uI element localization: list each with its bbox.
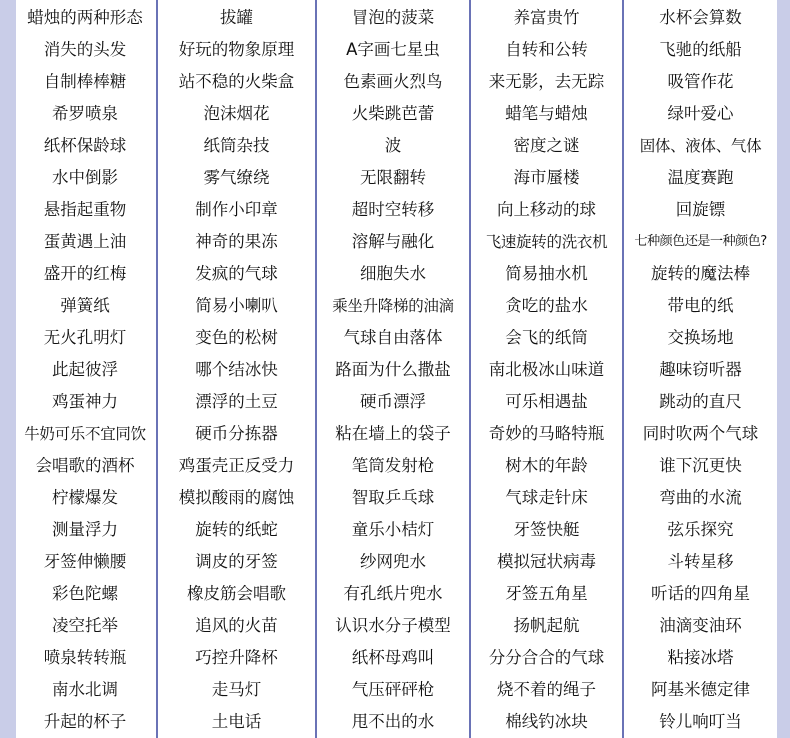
experiment-name: 回旋镖 — [675, 200, 726, 219]
experiment-name: 飞速旋转的洗衣机 — [485, 233, 608, 251]
experiment-name: 哪个结冰快 — [195, 360, 278, 379]
experiment-name: 牙签伸懒腰 — [43, 552, 127, 571]
experiment-name: 水杯会算数 — [659, 8, 742, 27]
experiment-name: 固体、液体、气体 — [639, 137, 762, 155]
experiment-name: 吸管作花 — [667, 72, 734, 91]
experiment-name: 蜡烛的两种形态 — [27, 8, 143, 27]
experiment-name: 气球自由落体 — [343, 328, 443, 347]
experiment-list-sheet — [16, 0, 777, 738]
experiment-name: 模拟酸雨的腐蚀 — [178, 488, 295, 507]
experiment-name: 蜡笔与蜡烛 — [505, 104, 588, 123]
experiment-name: 希罗喷泉 — [52, 104, 118, 123]
experiment-name: 火柴跳芭蕾 — [351, 104, 435, 123]
experiment-column-1 — [16, 0, 158, 738]
experiment-name: 测量浮力 — [52, 520, 118, 539]
experiment-name: 七种颜色还是一种颜色? — [634, 234, 767, 249]
experiment-name: 无火孔明灯 — [43, 328, 127, 347]
experiment-name: 凌空托举 — [52, 616, 118, 635]
experiment-name: 有孔纸片兜水 — [343, 584, 443, 603]
experiment-name: 童乐小桔灯 — [351, 520, 435, 539]
experiment-name: 无限翻转 — [360, 168, 426, 187]
experiment-name: 波 — [384, 136, 402, 155]
experiment-name: 旋转的魔法棒 — [651, 264, 750, 283]
experiment-name: 气压砰砰枪 — [351, 680, 435, 699]
experiment-name: 牛奶可乐不宜同饮 — [24, 425, 146, 443]
experiment-name: 纸杯母鸡叫 — [351, 648, 435, 667]
experiment-column-2 — [158, 0, 317, 738]
experiment-name: 神奇的果冻 — [195, 232, 278, 251]
experiment-name: 铃儿响叮当 — [659, 712, 742, 731]
experiment-name: 雾气缭绕 — [203, 168, 270, 187]
experiment-name: 变色的松树 — [195, 328, 278, 347]
experiment-name: 带电的纸 — [667, 296, 734, 315]
experiment-name: 贪吃的盐水 — [505, 296, 588, 315]
experiment-name: 可乐相遇盐 — [505, 392, 588, 411]
experiment-name: 向上移动的球 — [497, 200, 596, 219]
experiment-name: 旋转的纸蛇 — [195, 520, 278, 539]
experiment-name: 溶解与融化 — [351, 232, 435, 251]
experiment-name: 会飞的纸筒 — [505, 328, 588, 347]
experiment-name: 蛋黄遇上油 — [43, 232, 127, 251]
experiment-name: 分分合合的气球 — [488, 648, 605, 667]
experiment-name: 智取乒乓球 — [351, 488, 435, 507]
experiment-name: 来无影，去无踪 — [488, 72, 605, 91]
experiment-name: 笔筒发射枪 — [351, 456, 435, 475]
experiment-name: 鸡蛋神力 — [52, 392, 118, 411]
experiment-name: 发疯的气球 — [195, 264, 278, 283]
experiment-name: 简易小喇叭 — [195, 296, 278, 315]
experiment-name: 细胞失水 — [360, 264, 426, 283]
experiment-column-3 — [317, 0, 471, 738]
experiment-name: A字画七星虫 — [346, 40, 440, 59]
experiment-name: 弯曲的水流 — [659, 488, 742, 507]
experiment-name: 奇妙的马略特瓶 — [488, 424, 605, 443]
experiment-name: 牙签快艇 — [513, 520, 580, 539]
experiment-name: 会唱歌的酒杯 — [35, 456, 135, 475]
experiment-name: 纱网兜水 — [360, 552, 426, 571]
experiment-name: 南水北调 — [52, 680, 118, 699]
experiment-column-5 — [624, 0, 777, 738]
experiment-name: 色素画火烈鸟 — [343, 72, 443, 91]
experiment-name: 站不稳的火柴盒 — [178, 72, 295, 91]
experiment-name: 飞驰的纸船 — [659, 40, 742, 59]
experiment-name: 冒泡的菠菜 — [351, 8, 435, 27]
experiment-name: 乘坐升降梯的油滴 — [332, 297, 454, 315]
experiment-name: 认识水分子模型 — [335, 616, 451, 635]
experiment-name: 密度之谜 — [513, 136, 580, 155]
experiment-name: 牙签五角星 — [505, 584, 588, 603]
experiment-name: 谁下沉更快 — [659, 456, 742, 475]
experiment-name: 柠檬爆发 — [52, 488, 118, 507]
experiment-name: 扬帆起航 — [513, 616, 580, 635]
experiment-name: 弹簧纸 — [60, 296, 110, 315]
experiment-name: 彩色陀螺 — [52, 584, 118, 603]
experiment-name: 水中倒影 — [52, 168, 118, 187]
experiment-name: 巧控升降杯 — [195, 648, 278, 667]
experiment-name: 漂浮的土豆 — [195, 392, 278, 411]
experiment-name: 温度赛跑 — [667, 168, 734, 187]
experiment-name: 拔罐 — [220, 8, 253, 27]
experiment-name: 走马灯 — [211, 680, 262, 699]
experiment-name: 路面为什么撒盐 — [335, 360, 451, 379]
experiment-name: 趣味窃听器 — [659, 360, 742, 379]
experiment-name: 气球走针床 — [505, 488, 588, 507]
experiment-name: 鸡蛋壳正反受力 — [178, 456, 295, 475]
experiment-name: 树木的年龄 — [505, 456, 588, 475]
experiment-name: 自制棒棒糖 — [43, 72, 127, 91]
experiment-name: 硬币漂浮 — [360, 392, 426, 411]
experiment-name: 追风的火苗 — [195, 616, 278, 635]
experiment-name: 好玩的物象原理 — [178, 40, 295, 59]
experiment-name: 土电话 — [211, 712, 262, 731]
experiment-name: 自转和公转 — [505, 40, 588, 59]
experiment-name: 烧不着的绳子 — [497, 680, 596, 699]
experiment-name: 盛开的红梅 — [43, 264, 127, 283]
experiment-name: 弦乐探究 — [667, 520, 734, 539]
experiment-name: 斗转星移 — [667, 552, 734, 571]
experiment-name: 绿叶爱心 — [667, 104, 734, 123]
experiment-name: 硬币分拣器 — [195, 424, 278, 443]
experiment-name: 制作小印章 — [195, 200, 278, 219]
experiment-name: 简易抽水机 — [505, 264, 588, 283]
experiment-name: 交换场地 — [667, 328, 734, 347]
experiment-name: 泡沫烟花 — [203, 104, 270, 123]
experiment-name: 纸杯保龄球 — [43, 136, 127, 155]
experiment-name: 海市蜃楼 — [513, 168, 580, 187]
experiment-name: 升起的杯子 — [43, 712, 127, 731]
experiment-name: 粘接冰塔 — [667, 648, 734, 667]
experiment-name: 模拟冠状病毒 — [497, 552, 596, 571]
experiment-name: 同时吹两个气球 — [642, 424, 759, 443]
experiment-name: 悬指起重物 — [43, 200, 127, 219]
experiment-name: 粘在墙上的袋子 — [335, 424, 451, 443]
experiment-column-4 — [471, 0, 624, 738]
experiment-name: 超时空转移 — [351, 200, 435, 219]
experiment-name: 喷泉转转瓶 — [43, 648, 127, 667]
experiment-name: 听话的四角星 — [651, 584, 750, 603]
experiment-name: 纸筒杂技 — [203, 136, 270, 155]
experiment-name: 调皮的牙签 — [195, 552, 278, 571]
experiment-name: 跳动的直尺 — [659, 392, 742, 411]
experiment-name: 阿基米德定律 — [651, 680, 750, 699]
experiment-name: 棉线钓冰块 — [505, 712, 588, 731]
experiment-name: 此起彼浮 — [52, 360, 118, 379]
experiment-name: 橡皮筋会唱歌 — [187, 584, 286, 603]
experiment-name: 甩不出的水 — [351, 712, 435, 731]
experiment-name: 油滴变油环 — [659, 616, 742, 635]
experiment-name: 南北极冰山味道 — [488, 360, 605, 379]
experiment-name: 消失的头发 — [43, 40, 127, 59]
experiment-name: 养富贵竹 — [513, 8, 580, 27]
